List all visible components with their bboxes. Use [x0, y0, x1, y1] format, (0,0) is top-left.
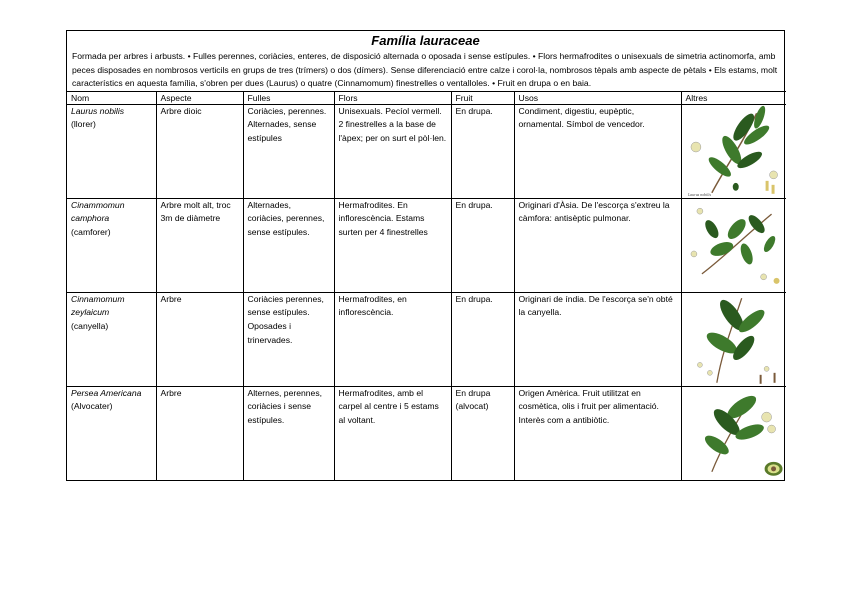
cell-fulles: Coriàcies perennes, sense estípules. Oposades i trinervades.: [243, 292, 334, 386]
cell-fruit: En drupa (alvocat): [451, 386, 514, 480]
cell-fulles: Coriàcies, perennes. Alternades, sense estípules: [243, 104, 334, 198]
latin-name: Cinnamomum zeylaicum: [71, 293, 125, 318]
latin-name: Cinammomun camphora: [71, 199, 125, 224]
cell-usos: Originari d'Àsia. De l'escorça s'extreu la càmfora: antisèptic pulmonar.: [514, 198, 681, 292]
header-fruit: Fruit: [451, 91, 514, 104]
cell-altres: [681, 104, 786, 198]
latin-name: Persea Americana: [71, 387, 142, 398]
species-table: [67, 91, 786, 480]
cell-fulles: Alternes, perennes, coriàcies i sense estípules.: [243, 386, 334, 480]
cinnamon-illustration: [682, 293, 787, 386]
header-fulles: Fulles: [243, 91, 334, 104]
cell-nom: [67, 198, 156, 292]
family-description: Formada per arbres i arbusts. • Fulles perennes, coriàcies, enteres, de disposició alternada o oposada i sense estípules. • Flors hermafrodites o unisexuals de simetria actinomorfa, amb peces disposades en nombrosos verticils en grups de tres (trímers) o dos (dímers). Sense diferenciació entre calze i corol·la, nombrosos tèpals amb aspecte de pètals • Els estams, molt característics en aquesta família, s'obren per dues (Laurus) o quatre (Cinnamomum) finestrelles o ventalloles. • Fruit en drupa o en baia.: [72, 51, 778, 89]
header-flors: Flors: [334, 91, 451, 104]
avocado-illustration: [682, 387, 787, 480]
cell-fruit: En drupa.: [451, 104, 514, 198]
latin-name: Laurus nobilis: [71, 105, 125, 116]
cell-nom: [67, 104, 156, 198]
cell-nom: [67, 386, 156, 480]
cell-usos: Origen Amèrica. Fruit utilitzat en cosmètica, olis i fruit per alimentació. Interès com a antibiòtic.: [514, 386, 681, 480]
cell-nom: [67, 292, 156, 386]
cell-altres: [681, 386, 786, 480]
cell-flors: Hermafrodites, en inflorescència.: [334, 292, 451, 386]
common-name: (Alvocater): [71, 401, 113, 412]
camphor-illustration: [682, 199, 787, 292]
header-usos: Usos: [514, 91, 681, 104]
cell-altres: [681, 292, 786, 386]
common-name: (camforer): [71, 226, 111, 237]
cell-flors: Hermafrodites, amb el carpel al centre i 5 estams al voltant.: [334, 386, 451, 480]
cell-usos: Originari de índia. De l'escorça se'n obté la canyella.: [514, 292, 681, 386]
cell-fruit: En drupa.: [451, 292, 514, 386]
table-header-row: [67, 91, 786, 104]
table-row: [67, 386, 786, 480]
header-altres: Altres: [681, 91, 786, 104]
header-aspecte: Aspecte: [156, 91, 243, 104]
cell-flors: Unisexuals. Pecíol vermell. 2 finestrelles a la base de l'àpex; per on surt el pòl·len.: [334, 104, 451, 198]
header-nom: Nom: [67, 91, 156, 104]
cell-flors: Hermafrodites. En inflorescència. Estams surten per 4 finestrelles: [334, 198, 451, 292]
table-row: [67, 198, 786, 292]
laurel-illustration: [682, 105, 787, 198]
page-title: Família lauraceae: [371, 33, 480, 48]
illustration-caption: Laurus nobilis: [687, 191, 711, 197]
cell-fruit: En drupa.: [451, 198, 514, 292]
cell-fulles: Alternades, coriàcies, perennes, sense estípules.: [243, 198, 334, 292]
cell-aspecte: Arbre: [156, 292, 243, 386]
table-row: [67, 292, 786, 386]
table-row: [67, 104, 786, 198]
cell-aspecte: Arbre: [156, 386, 243, 480]
common-name: (canyella): [71, 320, 109, 331]
species-table-sheet: [66, 30, 785, 481]
cell-aspecte: Arbre molt alt, troc 3m de diàmetre: [156, 198, 243, 292]
cell-altres: [681, 198, 786, 292]
cell-aspecte: Arbre dioic: [156, 104, 243, 198]
common-name: (llorer): [71, 119, 96, 130]
cell-usos: Condiment, digestiu, eupèptic, ornamental. Símbol de vencedor.: [514, 104, 681, 198]
